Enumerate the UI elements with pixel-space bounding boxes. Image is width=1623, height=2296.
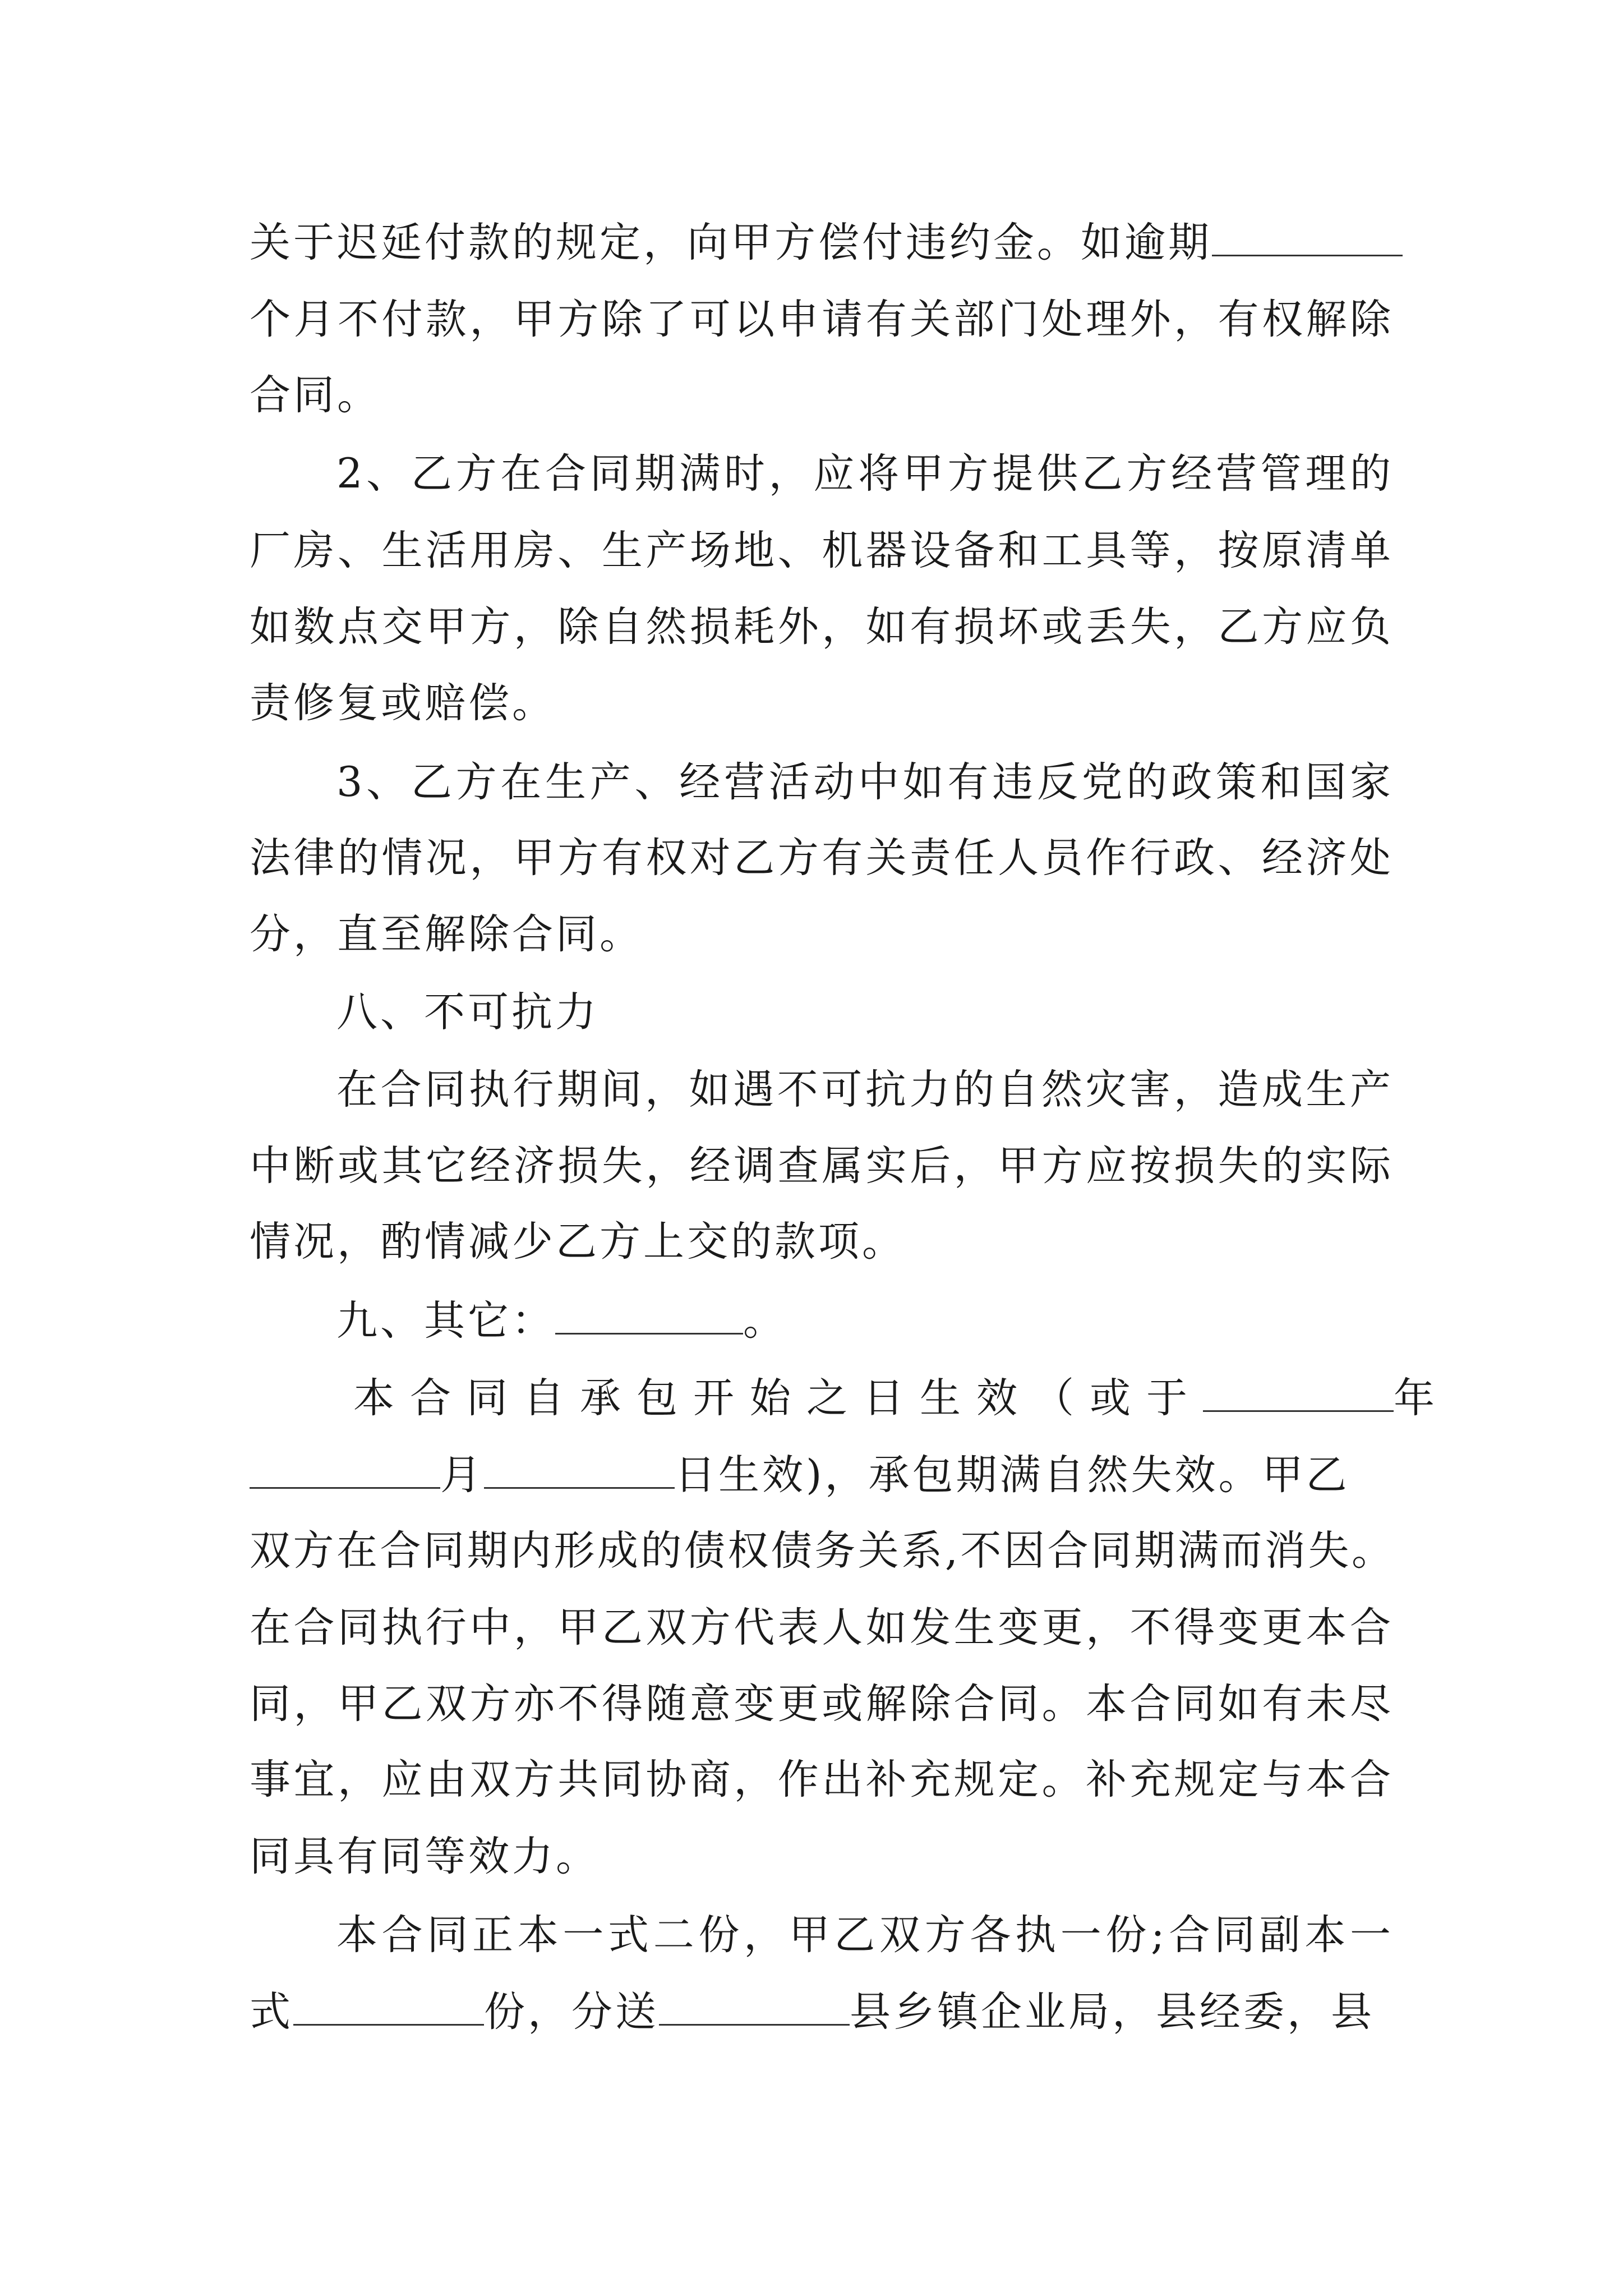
text-line: 九、其它： 。 [336,1293,1394,1349]
text-line: 合同。 [250,371,381,419]
text-line: 分，直至解除合同。 [250,910,643,958]
text-line: 同具有同等效力。 [250,1833,600,1880]
text-line: 个月不付款，甲方除了可以申请有关部门处理外，有权解除 [250,296,1394,343]
text-line: 情况，酌情减少乙方上交的款项。 [250,1218,906,1266]
text-line: 在合同执行中，甲乙双方代表人如发生变更，不得变更本合 [250,1604,1394,1651]
fill-blank[interactable] [484,1448,675,1489]
text-line: 3、乙方在生产、经营活动中如有违反党的政策和国家 [336,758,1394,806]
text-line: 关于迟延付款的规定，向甲方偿付违约金。如逾期 [250,215,1394,271]
text-line: 如数点交甲方，除自然损耗外，如有损坏或丢失，乙方应负 [250,603,1394,651]
text-line: 同，甲乙双方亦不得随意变更或解除合同。本合同如有未尽 [250,1680,1394,1728]
section-heading: 八、不可抗力 [336,988,599,1036]
text-line: 责修复或赔偿。 [250,679,556,727]
fill-blank[interactable] [1203,1371,1394,1412]
fill-blank[interactable] [250,1448,440,1489]
text-line: 中断或其它经济损失，经调查属实后，甲方应按损失的实际 [250,1142,1394,1190]
text-line: 厂房、生活用房、生产场地、机器设备和工具等，按原清单 [250,527,1394,574]
text-line: 法律的情况，甲方有权对乙方有关责任人员作行政、经济处 [250,834,1394,882]
fill-blank[interactable] [555,1294,743,1335]
text-line: 事宜，应由双方共同协商，作出补充规定。补充规定与本合 [250,1756,1394,1803]
fill-blank[interactable] [1212,215,1403,256]
text-line: 在合同执行期间，如遇不可抗力的自然灾害，造成生产 [336,1066,1394,1114]
text-line: 本合同自承包开始之日生效（或于 年 [353,1370,1394,1427]
text-line: 式 份，分送 县乡镇企业局，县经委，县 [250,1984,1394,2040]
text-line: 双方在合同期内形成的债权债务关系,不因合同期满而消失。 [250,1527,1394,1575]
text-line: 本合同正本一式二份，甲乙双方各执一份;合同副本一 [336,1911,1394,1959]
text-line: 月 日生效)，承包期满自然失效。甲乙 [250,1447,1394,1503]
fill-blank[interactable] [293,1985,484,2026]
fill-blank[interactable] [659,1985,850,2026]
text-line: 2、乙方在合同期满时，应将甲方提供乙方经营管理的 [336,450,1394,498]
